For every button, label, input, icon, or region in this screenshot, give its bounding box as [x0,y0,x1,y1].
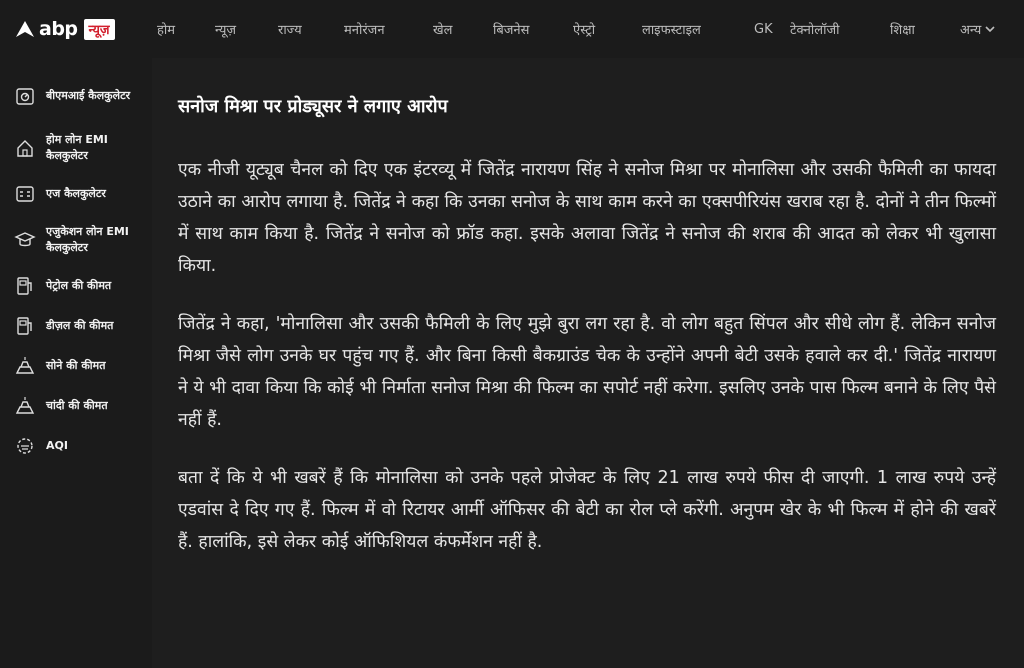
sidebar-item-label: एज कैलकुलेटर [46,187,106,200]
emi-calculator-icon [14,85,36,107]
nav-item-home[interactable]: होम [157,23,176,38]
nav-item-business[interactable]: बिजनेस [493,23,530,38]
home-loan-icon [14,137,36,159]
gold-icon [14,355,36,377]
sidebar-item-label: बीएमआई कैलकुलेटर [46,89,131,102]
article-paragraph: जितेंद्र ने कहा, 'मोनालिसा और उसकी फैमिली के लिए मुझे बुरा लग रहा है. वो लोग बहुत सिंपल और सीधे लोग हैं. लेकिन सनोज मिश्रा जैसे लोग उनके घर पहुंच गए हैं. और बिना किसी बैकग्राउंड चेक के उन्होंने अपनी बेटी उसके हवाले कर दी.' जितेंद्र नारायण ने ये भी दावा किया कि कोई भी निर्माता सनोज मिश्रा की फिल्म का सपोर्ट नहीं करेगा. इसलिए उनके पास फिल्म बनाने के लिए पैसे नहीं हैं. [178,314,996,430]
sidebar-item-diesel-price[interactable] [0,306,152,346]
brand-badge: न्यूज़ [84,19,115,40]
sidebar-item-education-loan[interactable] [0,214,152,266]
nav-item-states[interactable]: राज्य [278,23,302,38]
brand-name: abp [39,18,78,40]
sidebar-item-silver-price[interactable] [0,386,152,426]
sidebar [0,58,152,668]
nav-item-education[interactable]: शिक्षा [890,23,915,38]
aqi-icon [14,435,36,457]
nav-item-news[interactable]: न्यूज़ [215,23,237,38]
top-navbar [0,0,1024,58]
sidebar-item-gold-price[interactable] [0,346,152,386]
sidebar-item-label: चांदी की कीमत [46,399,108,412]
education-loan-icon [14,229,36,251]
article-subheading: सनोज मिश्रा पर प्रोड्यूसर ने लगाए आरोप [178,96,448,117]
main-content [152,58,1024,668]
chevron-down-icon [985,24,995,34]
sidebar-item-aqi[interactable] [0,426,152,466]
nav-item-technology[interactable]: टेक्नोलॉजी [790,23,840,38]
sidebar-item-bmi-calculator[interactable] [0,70,152,122]
article-paragraph: बता दें कि ये भी खबरें हैं कि मोनालिसा को उनके पहले प्रोजेक्ट के लिए 21 लाख रुपये फीस दी जाएगी. 1 लाख रुपये उन्हें एडवांस दे दिए गए हैं. फिल्म में वो रिटायर आर्मी ऑफिसर की बेटी का रोल प्ले करेंगी. अनुपम खेर के भी फिल्म में होने की खबरें हैं. हालांकि, इसे लेकर कोई ऑफिशियल कंफर्मेशन नहीं है. [178,468,996,552]
sidebar-item-label: डीज़ल की कीमत [46,319,114,332]
nav-item-sports[interactable]: खेल [433,23,453,38]
nav-item-lifestyle[interactable]: लाइफस्टाइल [642,23,701,38]
petrol-pump-icon [14,275,36,297]
nav-more[interactable] [960,20,995,38]
sidebar-item-label: एजुकेशन लोन EMI कैलकुलेटर [46,225,129,254]
sidebar-item-label: होम लोन EMI कैलकुलेटर [46,133,108,162]
sidebar-item-label: पेट्रोल की कीमत [46,279,112,292]
nav-item-astro[interactable]: ऐस्ट्रो [573,23,596,38]
site-logo[interactable] [14,18,144,40]
nav-item-entertainment[interactable]: मनोरंजन [344,23,385,38]
sidebar-item-home-loan[interactable] [0,122,152,174]
article-paragraph: एक नीजी यूट्यूब चैनल को दिए एक इंटरव्यू में जितेंद्र नारायण सिंह ने सनोज मिश्रा पर मोनालिसा और उसकी फैमिली का फायदा उठाने का आरोप लगाया है. जितेंद्र ने कहा कि उनका सनोज के साथ काम करने का एक्सपीरियंस खराब रहा है. दोनों ने तीन फिल्मों में साथ काम किया है. जितेंद्र ने सनोज को फ्रॉड कहा. इसके अलावा जितेंद्र ने सनोज की शराब की आदत को लेकर भी खुलासा किया. [178,160,996,276]
age-calculator-icon [14,183,36,205]
diesel-pump-icon [14,315,36,337]
nav-item-gk[interactable]: GK [754,21,773,37]
main-nav [157,20,995,38]
article-body [178,94,996,584]
abp-logo-icon [14,18,36,40]
sidebar-item-age-calculator[interactable] [0,174,152,214]
silver-icon [14,395,36,417]
nav-more-label: अन्य [960,23,982,38]
sidebar-item-label: AQI [46,439,68,452]
sidebar-item-petrol-price[interactable] [0,266,152,306]
sidebar-item-label: सोने की कीमत [46,359,106,372]
